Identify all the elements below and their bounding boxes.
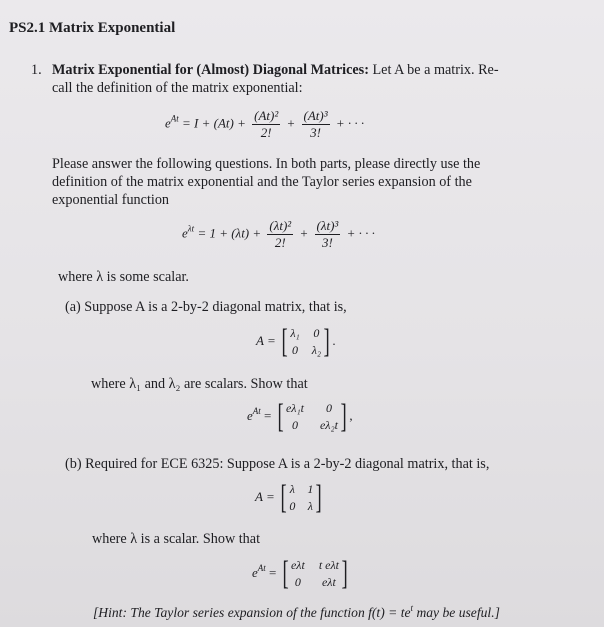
matrix-cell: eλt [290, 558, 305, 572]
scalar-note: where λ is some scalar. [58, 269, 189, 285]
matrix-cell: 0 [291, 418, 298, 432]
part-a-matrix-eAt: $e^{At}$ = [ eλ₁t 0 0 eλ₂t ] , [247, 398, 353, 435]
matrix-cell: 0 [313, 326, 320, 340]
right-bracket: ] [323, 323, 330, 360]
left-bracket: [ [281, 323, 288, 360]
hint-text: [Hint: The Taylor series expansion of the function $f(t) = te^t$ may be useful.] [93, 603, 500, 620]
equation-scalar-exponential: $e^{\lambda t} = 1 + (\lambda t)$ + $\frac{\text{(λt)²}}{2!}$ + $\frac{\text{(λt)³}}{3!}$ + · · · [182, 218, 375, 250]
equation-matrix-exponential: $e^{At} = I + (At)$ + $\frac{\text{(At)²}}{2!}$ + $\frac{\text{(At)³}}{3!}$ + · · · [165, 108, 365, 140]
part-b-statement: (b) Required for ECE 6325: Suppose A is a 2-by-2 diagonal matrix, that is, [65, 456, 490, 472]
part-a-where: where λ₁ and λ₂ are scalars. Show that [91, 376, 308, 392]
matrix-cell: λ [307, 499, 313, 513]
matrix-cell: 0 [326, 401, 332, 415]
matrix-cell: λ₁ [290, 326, 300, 340]
part-b-where: where λ is a scalar. Show that [92, 531, 261, 547]
part-b-matrix-A: A = [ λ 1 0 λ ] [255, 479, 323, 516]
left-bracket: [ [282, 555, 289, 592]
instructions-line2: definition of the matrix exponential and the Taylor series expansion of the [52, 174, 472, 190]
question-intro-line1 [52, 61, 572, 79]
matrix-cell: t eλt [318, 558, 340, 572]
right-bracket: ] [341, 555, 348, 592]
matrix-cell: λ [289, 482, 295, 496]
part-a-matrix-A: A = [ λ₁ 0 0 λ₂ ] . [256, 323, 336, 360]
question-number: 1. [31, 62, 42, 78]
matrix-cell: 0 [289, 499, 296, 513]
matrix-cell: 0 [294, 575, 301, 589]
left-bracket: [ [277, 398, 284, 435]
matrix-cell: λ₂ [311, 343, 322, 357]
left-bracket: [ [280, 479, 287, 516]
question-intro-line2: call the definition of the matrix exponential: [52, 80, 303, 96]
question-intro-rest: Let A be a matrix. Re- [372, 62, 499, 78]
matrix-cell: 0 [292, 343, 298, 357]
matrix-cell: eλt [321, 575, 336, 589]
right-bracket: ] [315, 479, 323, 516]
page-title: PS2.1 Matrix Exponential [9, 20, 176, 36]
matrix-cell: eλ₂t [319, 418, 339, 432]
part-b-matrix-eAt: $e^{At}$ = [ eλt t eλt 0 eλt ] [252, 555, 348, 592]
question-heading: Matrix Exponential for (Almost) Diagonal Matrices: [52, 62, 369, 78]
instructions-line3: exponential function [52, 192, 170, 208]
right-bracket: ] [340, 398, 347, 435]
matrix-cell: 1 [307, 482, 314, 496]
matrix-cell: eλ₁t [285, 401, 304, 415]
instructions-line1: Please answer the following questions. In both parts, please directly use the [52, 156, 481, 172]
part-a-statement: (a) Suppose A is a 2-by-2 diagonal matrix, that is, [65, 299, 347, 315]
